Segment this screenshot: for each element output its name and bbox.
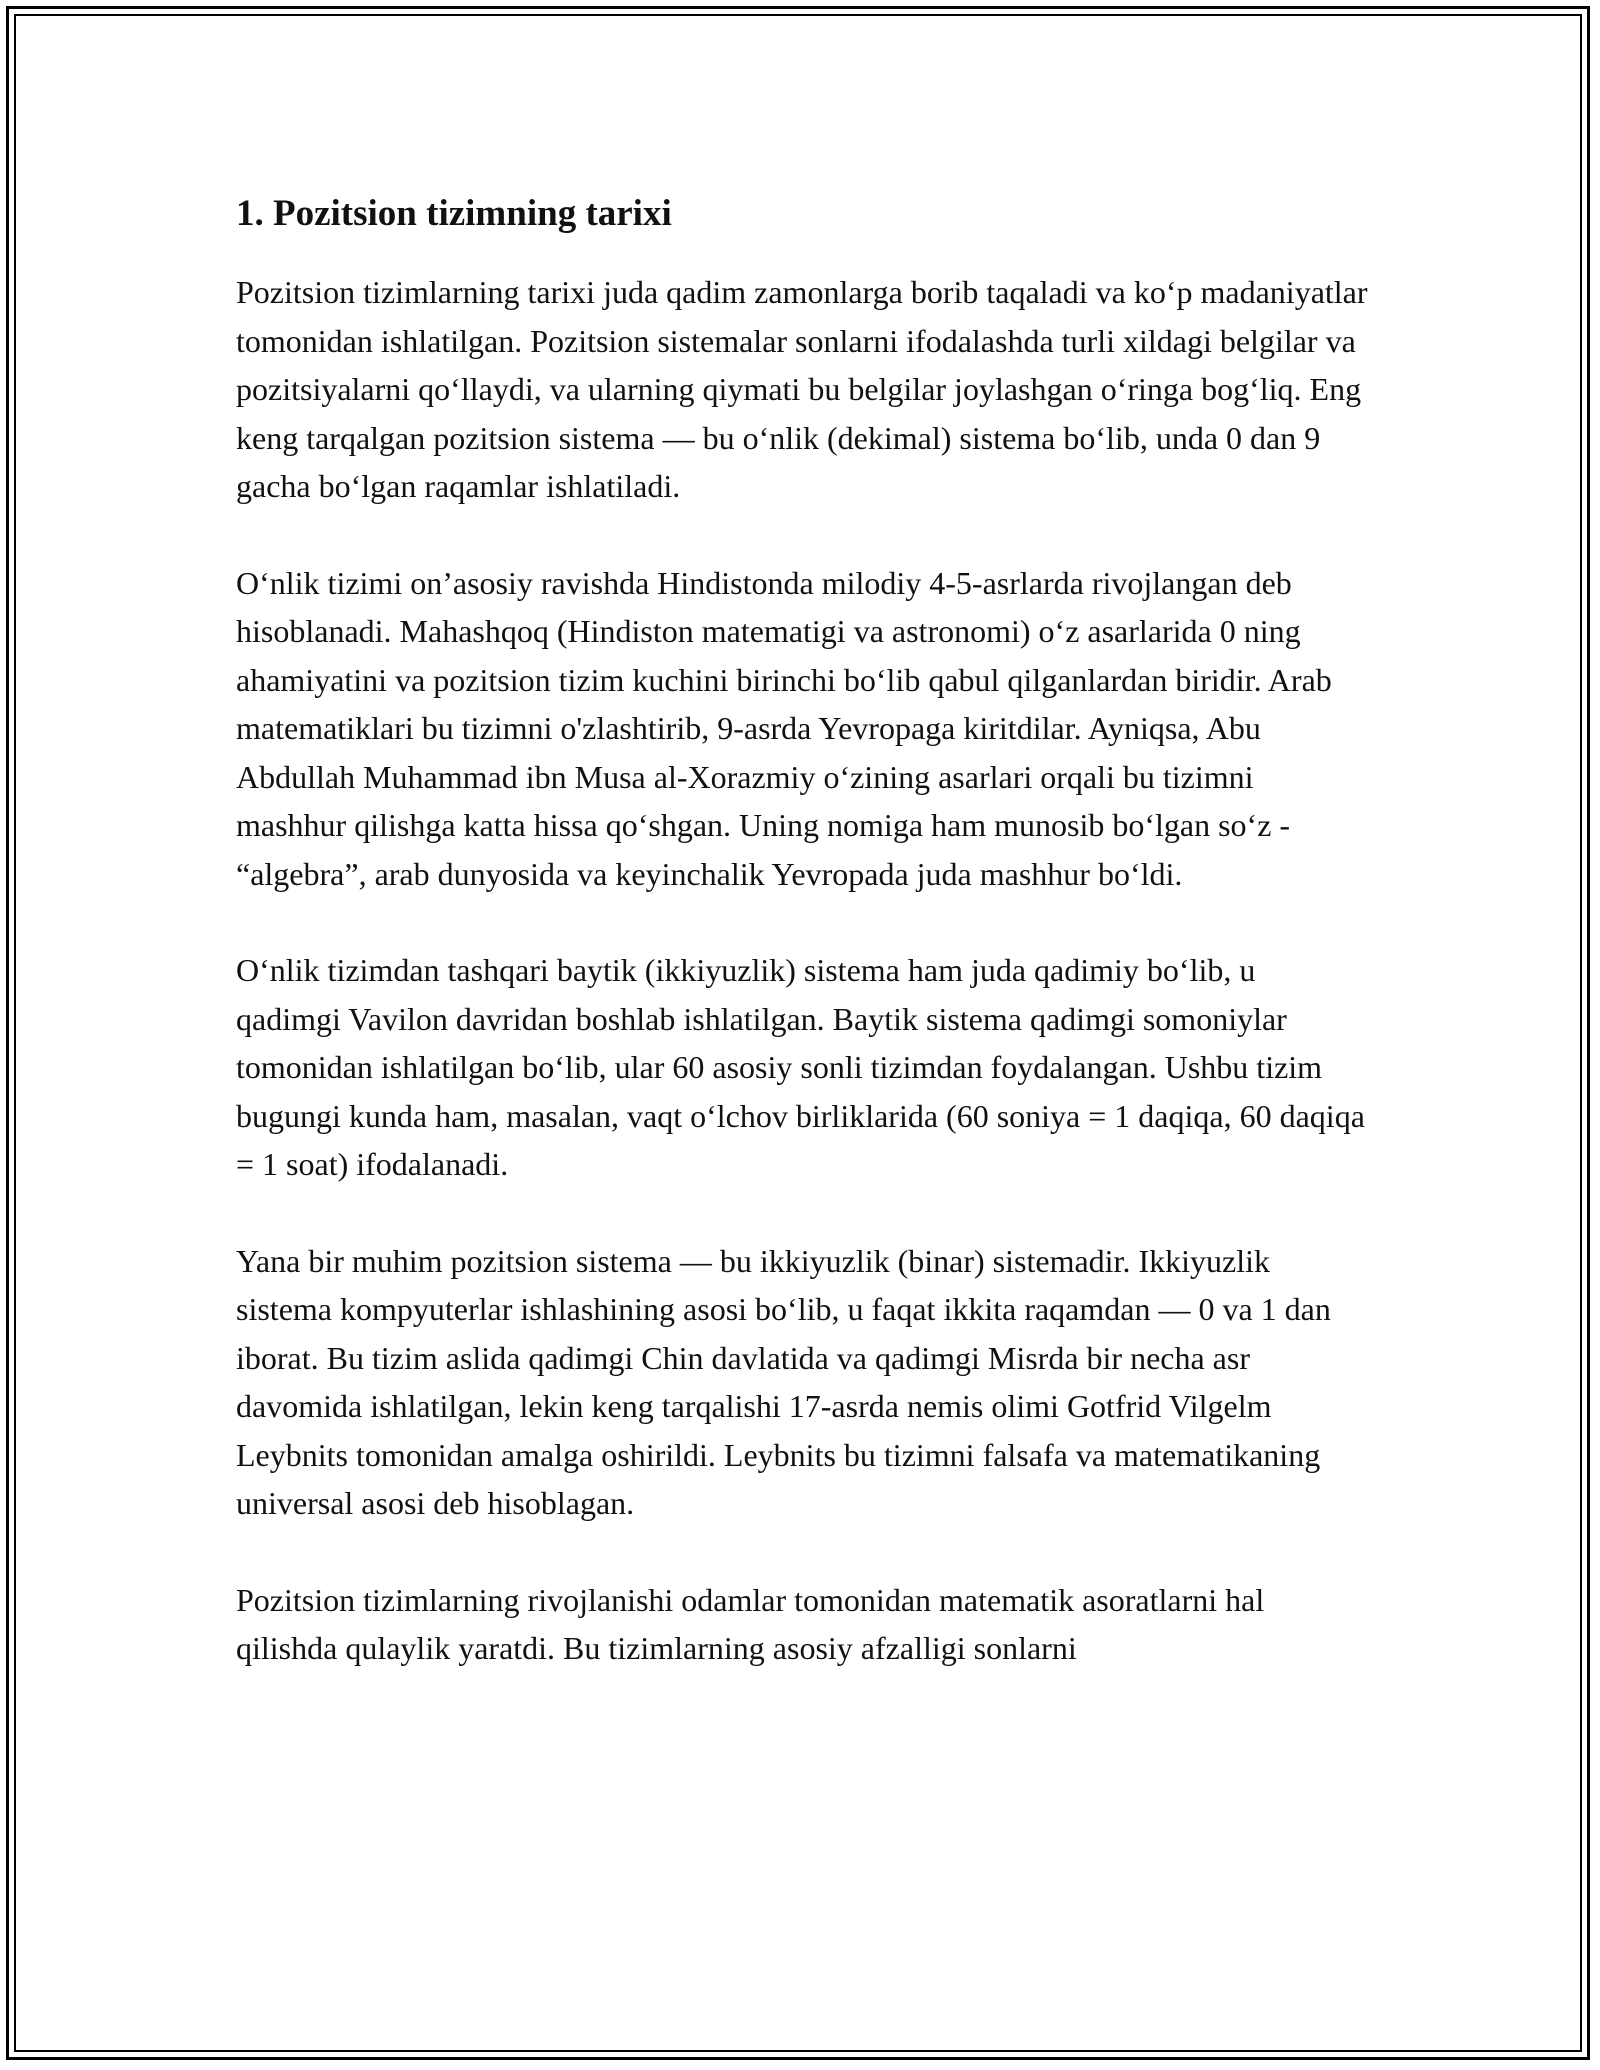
paragraph-4: Yana bir muhim pozitsion sistema — bu ikkiyuzlik (binar) sistemadir. Ikkiyuzlik sistema kompyuterlar ishlashining asosi bo‘lib, u faqat ikkita raqamdan — 0 va 1 dan iborat. Bu tizim aslida qadimgi Chin davlatida va qadimgi Misrda bir necha asr davomida ishlatilgan, lekin keng tarqalishi 17-asrda nemis olimi Gotfrid Vilgelm Leybnits tomonidan amalga oshirildi. Leybnits bu tizimni falsafa va matematikaning universal asosi deb hisoblagan. — [236, 1242, 1331, 1521]
paragraph-1: Pozitsion tizimlarning tarixi juda qadim zamonlarga borib taqaladi va ko‘p madaniyatlar tomonidan ishlatilgan. Pozitsion sistemalar sonlarni ifodalashda turli xildagi belgilar va pozitsiyalarni qo‘llaydi, va ularning qiymati bu belgilar joylashgan o‘ringa bog‘liq. Eng keng tarqalgan pozitsion sistema — bu o‘nlik (dekimal) sistema bo‘lib, unda 0 dan 9 gacha bo‘lgan raqamlar ishlatiladi. — [236, 274, 1368, 504]
paragraph-3: O‘nlik tizimdan tashqari baytik (ikkiyuzlik) sistema ham juda qadimiy bo‘lib, u qadimgi Vavilon davridan boshlab ishlatilgan. Baytik sistema qadimgi somoniylar tomonidan ishlatilgan bo‘lib, ular 60 asosiy sonli tizimdan foydalangan. Ushbu tizim bugungi kunda ham, masalan, vaqt o‘lchov birliklarida (60 soniya = 1 daqiqa, 60 daqiqa = 1 soat) ifodalanadi. — [236, 952, 1365, 1182]
document-body — [236, 190, 1368, 1721]
paragraph-5: Pozitsion tizimlarning rivojlanishi odamlar tomonidan matematik asoratlarni hal qilishda qulaylik yaratdi. Bu tizimlarning asosiy afzalligi sonlarni — [236, 1581, 1265, 1666]
paragraph-2: O‘nlik tizimi on’asosiy ravishda Hindistonda milodiy 4-5-asrlarda rivojlangan deb hisoblanadi. Mahashqoq (Hindiston matematigi va astronomi) o‘z asarlarida 0 ning ahamiyatini va pozitsion tizim kuchini birinchi bo‘lib qabul qilganlardan biridir. Arab matematiklari bu tizimni o'zlashtirib, 9-asrda Yevropaga kiritdilar. Ayniqsa, Abu Abdullah Muhammad ibn Musa al-Xorazmiy o‘zining asarlari orqali bu tizimni mashhur qilishga katta hissa qo‘shgan. Uning nomiga ham munosib bo‘lgan so‘z - “algebra”, arab dunyosida va keyinchalik Yevropada juda mashhur bo‘ldi. — [236, 564, 1332, 892]
section-heading: 1. Pozitsion tizimning tarixi — [236, 193, 672, 234]
